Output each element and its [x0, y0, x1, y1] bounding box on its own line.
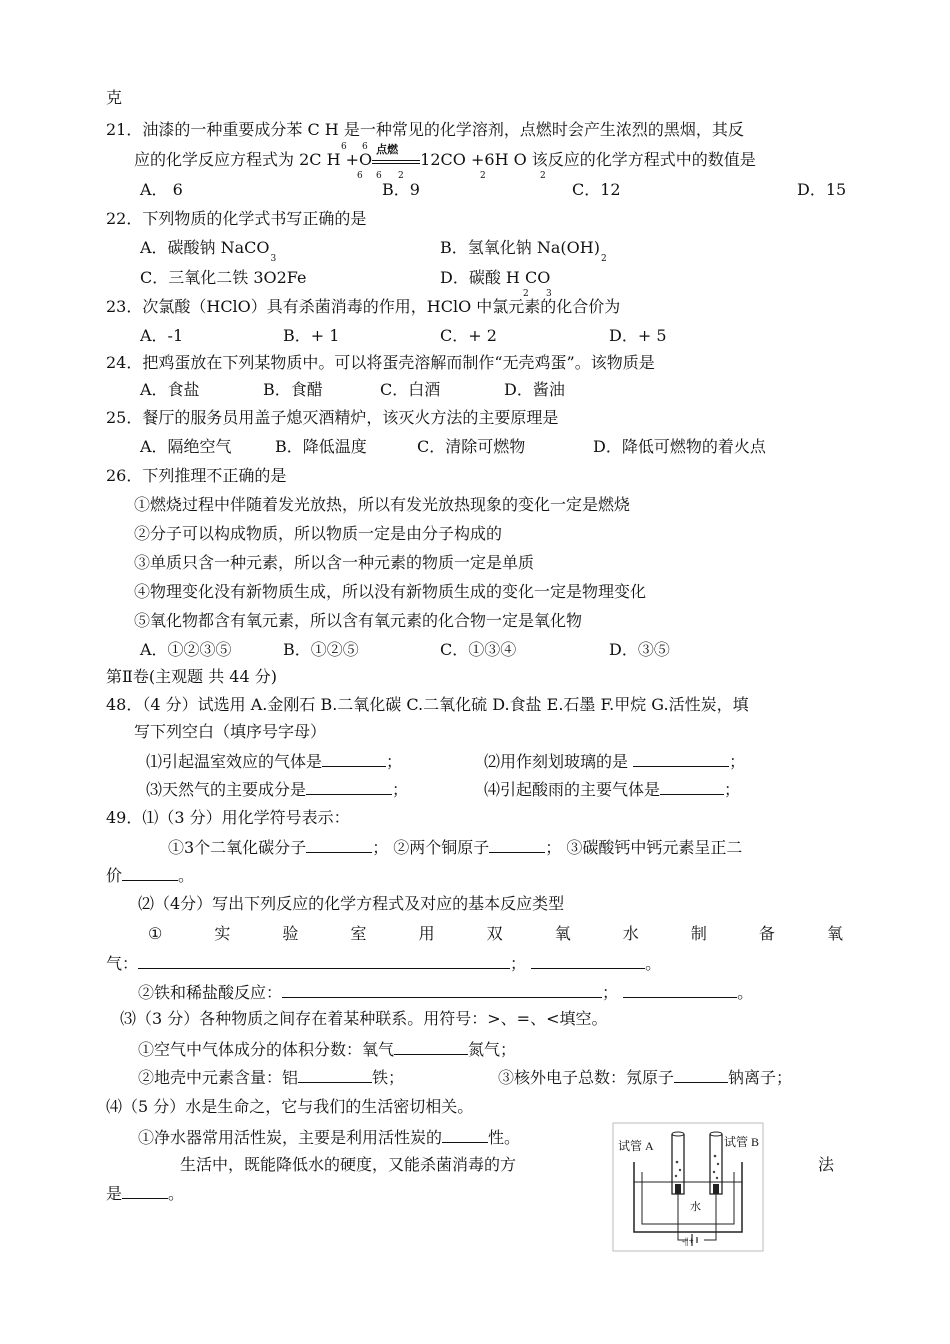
q48-line2: 写下列空白（填序号字母） [134, 722, 327, 741]
char: 用 [418, 924, 435, 943]
q22-option-d-sub1: 2 [523, 289, 529, 299]
q49-part1-line [168, 836, 742, 858]
q49-part3-line2 [138, 1066, 404, 1088]
answer-blank[interactable] [489, 836, 545, 853]
q49-part4-line2-end: 法 [818, 1155, 835, 1174]
q48-blank-1 [146, 750, 402, 772]
q22-option-b-text: B．氢氧化钠 Na(OH) [440, 238, 600, 257]
electrolysis-apparatus-figure [612, 1122, 764, 1252]
q49-part1-tail [106, 864, 194, 886]
separator: ； [386, 752, 403, 771]
char: 实 [214, 924, 231, 943]
condition-label: 点燃 [376, 143, 399, 156]
q48-blank-1-label: ⑴引起温室效应的气体是 [146, 752, 323, 771]
period: 。 [737, 983, 754, 1002]
q49-part1-a: ①3个二氧化碳分子 [168, 838, 307, 857]
q25-option-d: D．降低可燃物的着火点 [593, 437, 766, 456]
q49-part3-head: ⑶（3 分）各种物质之间存在着某种联系。用符号：>、=、<填空。 [120, 1009, 608, 1028]
equation-blank[interactable] [282, 981, 602, 998]
char: 制 [690, 924, 707, 943]
q25-option-a: A．隔绝空气 [140, 437, 232, 456]
answer-blank[interactable] [122, 864, 178, 881]
q21-line2 [134, 143, 756, 170]
q49-part4-head: ⑷（5 分）水是生命之，它与我们的生活密切相关。 [106, 1097, 474, 1116]
q26-option-c: C．①③④ [440, 640, 517, 659]
q26-option-b: B．①②⑤ [283, 640, 359, 659]
q49-part2-b: ②铁和稀盐酸反应： [138, 983, 283, 1002]
q22-option-b [440, 238, 607, 264]
q24-option-b: B．食醋 [263, 380, 323, 399]
q22-option-b-sub: 2 [600, 254, 607, 264]
q22-option-a [140, 238, 277, 264]
char: 验 [282, 924, 299, 943]
q49-part2-a-answer [106, 952, 661, 974]
battery-label: -||+ [682, 1236, 694, 1246]
q49-part3-a1: ①空气中气体成分的体积分数：氧气 [138, 1040, 395, 1059]
q49-part4-a1: ①净水器常用活性炭，主要是利用活性炭的 [138, 1128, 443, 1147]
q21-sub-6d: 6 [376, 171, 382, 181]
answer-blank[interactable] [394, 1038, 468, 1055]
q22-option-a-text: A．碳酸钠 NaCO [140, 238, 270, 257]
q49-part2-qi: 气： [106, 954, 139, 973]
q48-line1: 48．（4 分）试选用 A.金刚石 B.二氧化碳 C.二氧化硫 D.食盐 E.石墨 F.甲烷 G.活性炭，填 [106, 695, 749, 714]
q48-blank-3-label: ⑶天然气的主要成分是 [146, 780, 307, 799]
q49-part3-c2: 钠离子； [728, 1068, 793, 1087]
separator: ； [510, 954, 527, 973]
q21-option-b: B．9 [382, 180, 420, 199]
answer-blank[interactable] [298, 1066, 372, 1083]
q26-item-3: ③单质只含一种元素，所以含一种元素的物质一定是单质 [134, 553, 535, 572]
q24-option-d: D．酱油 [504, 380, 565, 399]
q48-blank-4-label: ⑷引起酸雨的主要气体是 [484, 780, 661, 799]
answer-blank[interactable] [306, 778, 392, 795]
q25-stem: 25．餐厅的服务员用盖子熄灭酒精炉，该灭火方法的主要原理是 [106, 408, 559, 427]
q26-option-a: A．①②③⑤ [140, 640, 232, 659]
answer-blank[interactable] [442, 1126, 488, 1143]
reaction-type-blank[interactable] [531, 952, 645, 969]
tube-a-label: 试管 A [618, 1139, 654, 1153]
separator: ； [724, 780, 741, 799]
char: 氧 [826, 924, 843, 943]
char: 室 [350, 924, 367, 943]
period: 。 [178, 866, 195, 885]
q21-option-a: A． 6 [140, 180, 183, 199]
q48-blank-2-label: ⑵用作刻划玻璃的是 [484, 752, 629, 771]
period: 。 [168, 1184, 185, 1203]
q49-part1-c: ； ③碳酸钙中钙元素呈正二 [545, 838, 743, 857]
section-title: 第Ⅱ卷(主观题 共 44 分) [106, 667, 277, 686]
equals-bar-bottom [372, 163, 420, 164]
separator: ； [729, 752, 746, 771]
q24-option-a: A．食盐 [140, 380, 200, 399]
tube-b-label: 试管 B [724, 1135, 760, 1149]
q49-part1-d: 价 [106, 866, 123, 885]
q48-blank-4 [484, 778, 740, 800]
q48-blank-2 [484, 750, 745, 772]
char: 双 [486, 924, 503, 943]
q49-part4-a2: 性。 [488, 1128, 521, 1147]
answer-blank[interactable] [306, 836, 372, 853]
q21-sub-6b: 6 [362, 142, 368, 152]
q49-part4-c1: 是 [106, 1184, 123, 1203]
q21-option-d: D．15 [797, 180, 847, 199]
q21-line2-a: 应的化学反应方程式为 2C H +O [134, 150, 373, 169]
q49-part4-line3 [106, 1182, 184, 1204]
water-label: 水 [690, 1201, 701, 1213]
char: 氧 [554, 924, 571, 943]
q26-item-4: ④物理变化没有新物质生成，所以没有新物质生成的变化一定是物理变化 [134, 582, 647, 601]
q49-part1-head: 49．⑴（3 分）用化学符号表示： [106, 808, 350, 827]
q23-option-d: D．+ 5 [609, 326, 667, 345]
q49-part2-head: ⑵（4分）写出下列反应的化学方程式及对应的基本反应类型 [138, 894, 565, 913]
q49-part3-b1: ②地壳中元素含量：铝 [138, 1068, 299, 1087]
q25-option-b: B．降低温度 [275, 437, 367, 456]
char: 备 [758, 924, 775, 943]
q49-part1-b: ； ②两个铜原子 [372, 838, 490, 857]
q26-item-2: ②分子可以构成物质，所以物质一定是由分子构成的 [134, 524, 503, 543]
q22-option-d-text: D．碳酸 H CO [440, 268, 551, 287]
period: 。 [645, 954, 662, 973]
q23-option-c: C．+ 2 [440, 326, 497, 345]
q49-part3-c1: ③核外电子总数：氖原子 [498, 1068, 675, 1087]
top-fragment: 克 [106, 88, 123, 107]
answer-blank[interactable] [322, 750, 386, 767]
answer-blank[interactable] [633, 750, 729, 767]
reaction-type-blank[interactable] [623, 981, 737, 998]
q49-part3-b2: 铁； [372, 1068, 405, 1087]
q22-option-d [440, 268, 550, 288]
q26-stem: 26．下列推理不正确的是 [106, 466, 287, 485]
q49-part2-spread-line [148, 924, 843, 944]
answer-blank[interactable] [122, 1182, 168, 1199]
char: 水 [622, 924, 639, 943]
q49-part3-line1 [138, 1038, 516, 1060]
q24-option-c: C．白酒 [380, 380, 441, 399]
q21-sub-6a: 6 [341, 142, 347, 152]
q49-part4-line2: 生活中，既能降低水的硬度，又能杀菌消毒的方 [180, 1155, 517, 1174]
q22-option-d-sub2: 3 [546, 289, 552, 299]
q21-sub-2c: 2 [540, 171, 546, 181]
q26-option-d: D．③⑤ [609, 640, 670, 659]
q23-option-b: B．+ 1 [283, 326, 340, 345]
separator: ； [602, 983, 619, 1002]
q21-option-c: C．12 [572, 180, 621, 199]
separator: ； [392, 780, 409, 799]
q21-sub-2a: 2 [398, 171, 404, 181]
q22-stem: 22．下列物质的化学式书写正确的是 [106, 209, 367, 228]
answer-blank[interactable] [660, 778, 724, 795]
q21-line2-b: 12CO +6H O 该反应的化学方程式中的数值是 [420, 150, 756, 169]
q49-part2-b-answer [138, 981, 753, 1003]
q23-option-a: A．-1 [140, 326, 184, 345]
q25-option-c: C．清除可燃物 [417, 437, 526, 456]
q49-part3-line3 [498, 1066, 792, 1088]
q48-blank-3 [146, 778, 408, 800]
q22-option-a-sub: 3 [270, 254, 277, 264]
q21-sub-2b: 2 [480, 171, 486, 181]
q22-option-c: C．三氧化二铁 3O2Fe [140, 268, 307, 287]
answer-blank[interactable] [674, 1066, 728, 1083]
equation-blank[interactable] [138, 952, 510, 969]
q24-stem: 24．把鸡蛋放在下列某物质中。可以将蛋壳溶解而制作“无壳鸡蛋”。该物质是 [106, 353, 655, 372]
q49-part4-line1 [138, 1126, 520, 1148]
char: ① [148, 924, 163, 943]
q21-sub-6c: 6 [357, 171, 363, 181]
equals-bar-top [372, 160, 420, 161]
q26-item-5: ⑤氧化物都含有氧元素，所以含有氧元素的化合物一定是氧化物 [134, 611, 583, 630]
q21-line1: 21．油漆的一种重要成分苯 C H 是一种常见的化学溶剂，点燃时会产生浓烈的黑烟，其反 [106, 120, 744, 139]
q49-part3-a2: 氮气； [468, 1040, 517, 1059]
q23-stem: 23．次氯酸（HClO）具有杀菌消毒的作用，HClO 中氯元素的化合价为 [106, 297, 621, 316]
q26-item-1: ①燃烧过程中伴随着发光放热，所以有发光放热现象的变化一定是燃烧 [134, 495, 631, 514]
